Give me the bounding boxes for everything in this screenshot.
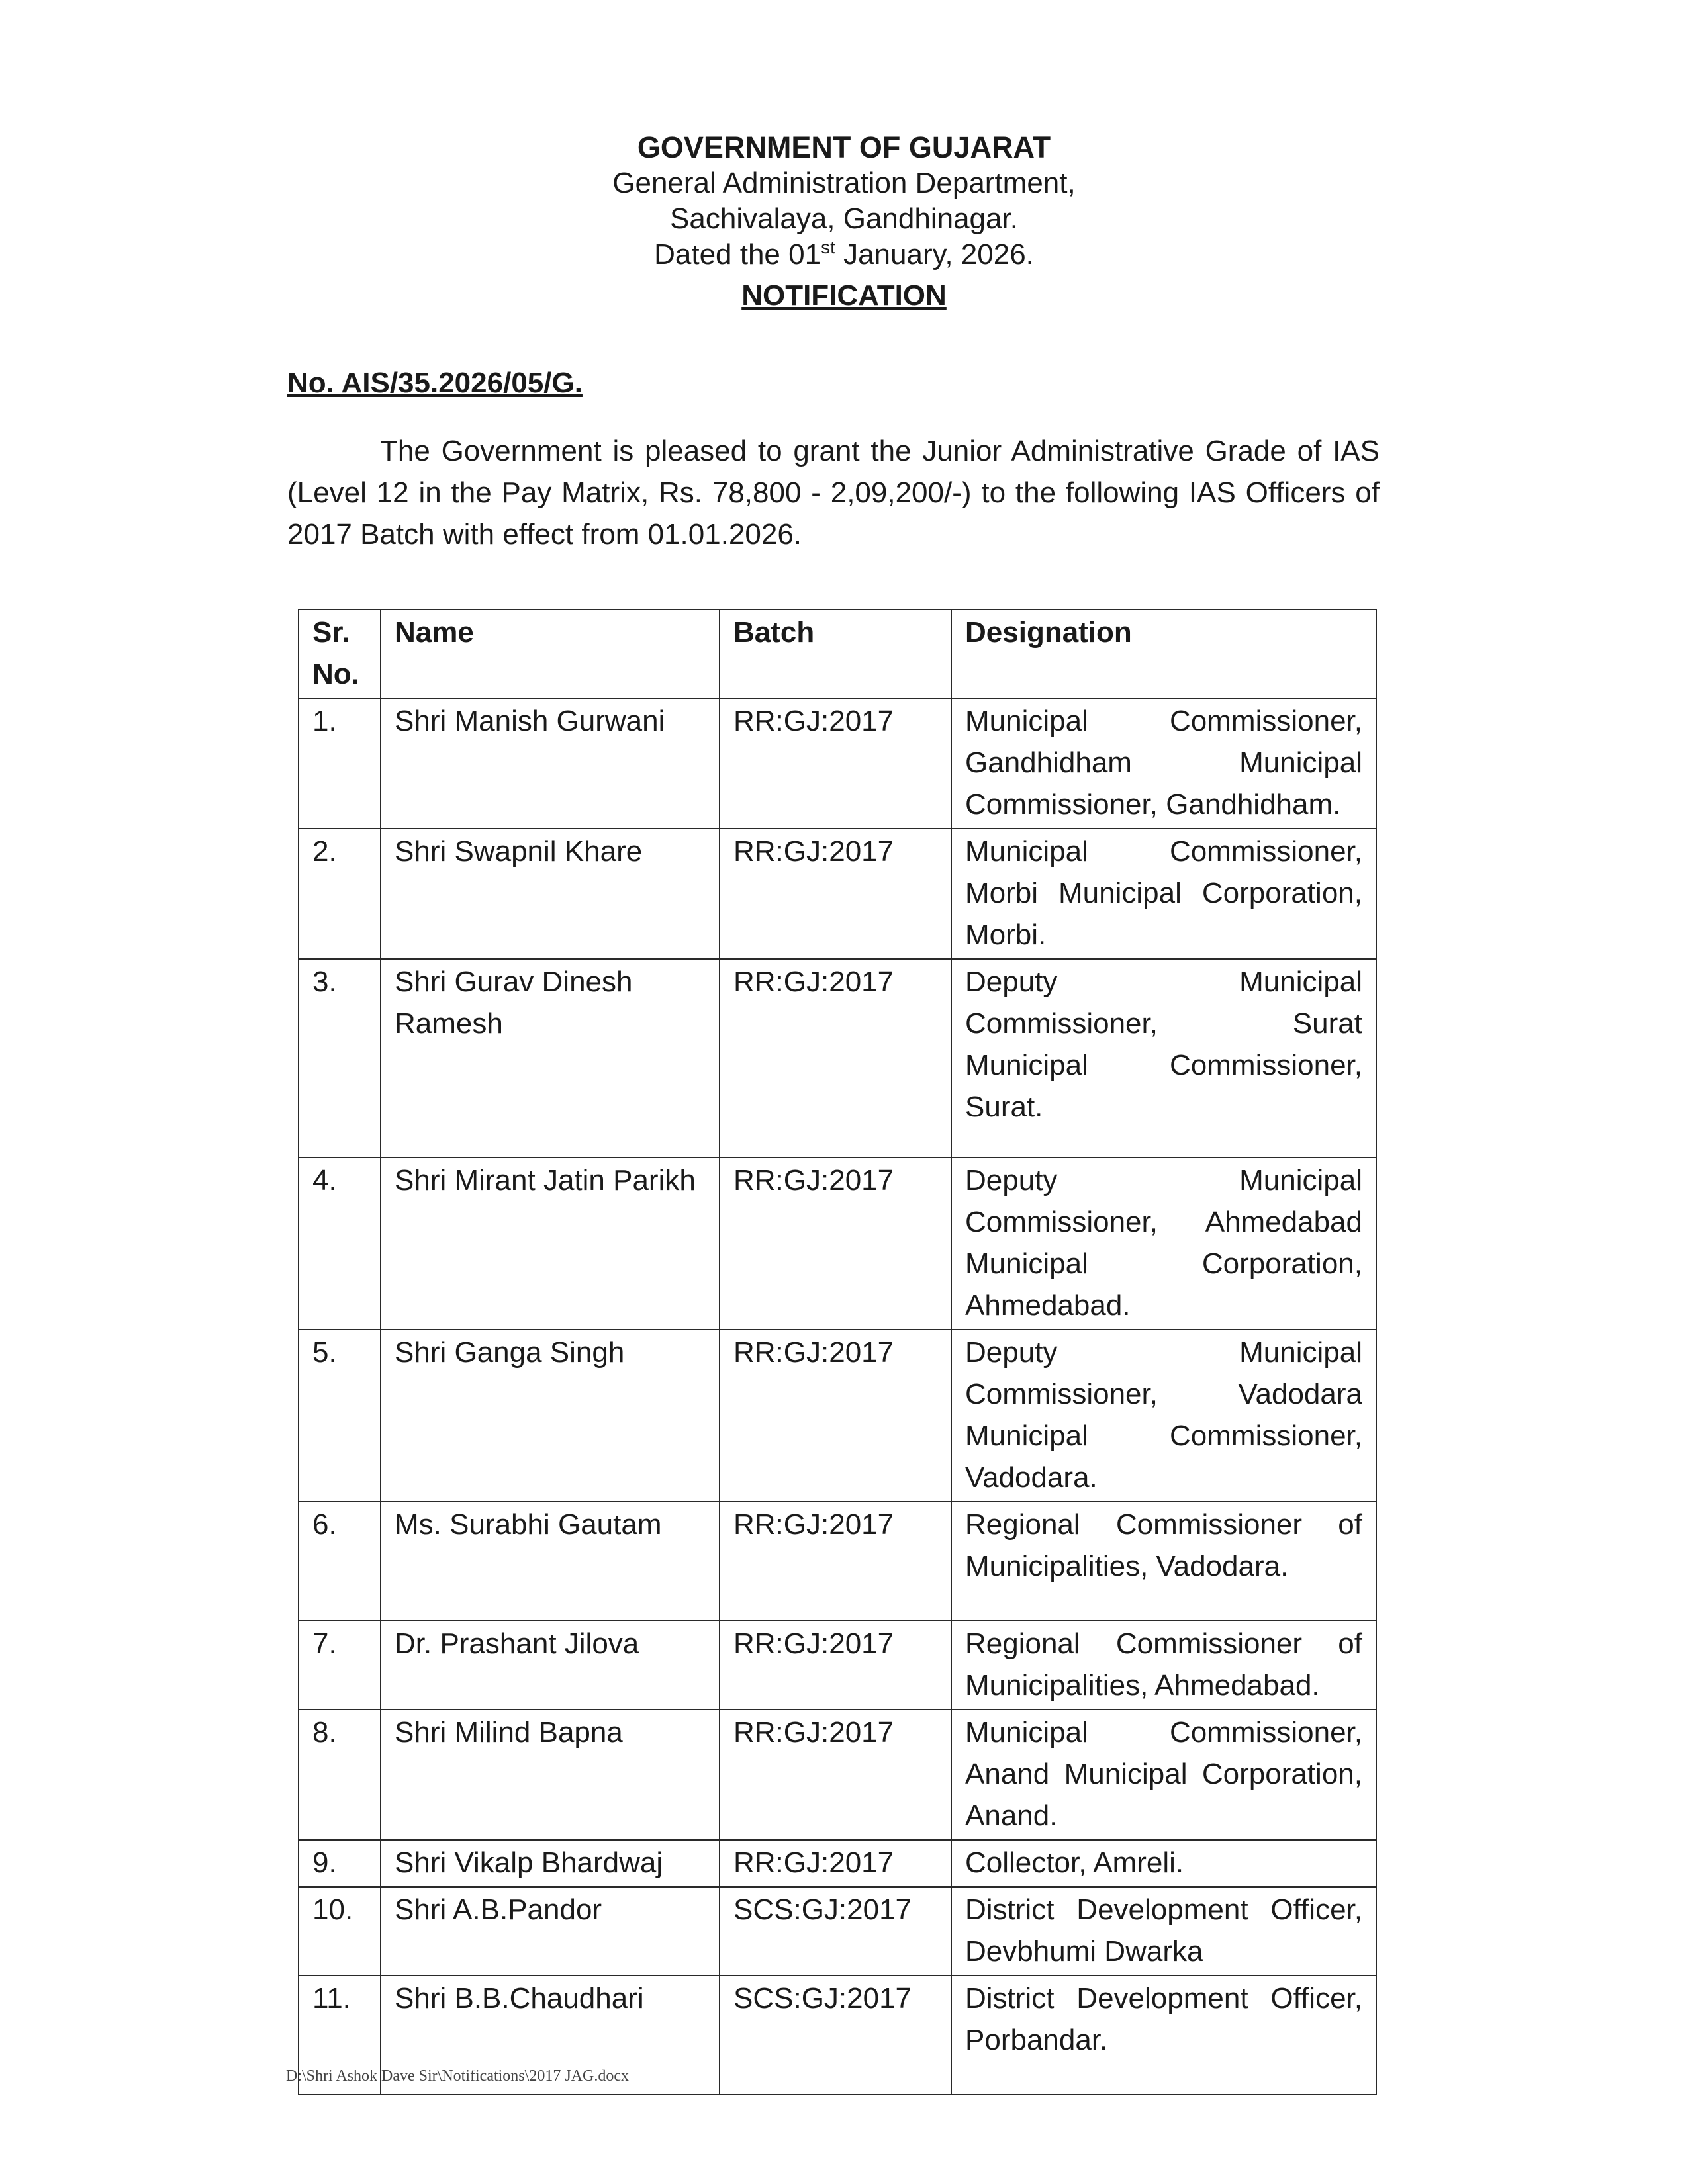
file-path-footer: D:\Shri Ashok Dave Sir\Notifications\2017 JAG.docx — [286, 2068, 629, 2085]
date-suffix: January, 2026. — [835, 238, 1034, 271]
cell-name: Shri Ganga Singh — [381, 1330, 720, 1502]
header-batch: Batch — [720, 610, 951, 698]
cell-batch: RR:GJ:2017 — [720, 698, 951, 829]
header-sr-label: Sr. No. — [312, 616, 359, 690]
cell-sr-no: 9. — [299, 1840, 381, 1887]
government-name: GOVERNMENT OF GUJARAT — [637, 130, 1051, 164]
notification-title: NOTIFICATION — [741, 279, 947, 312]
table-row — [299, 959, 1376, 1158]
cell-batch: SCS:GJ:2017 — [720, 1976, 951, 2095]
header-name: Name — [381, 610, 720, 698]
cell-sr-no: 3. — [299, 959, 381, 1158]
date-prefix: Dated the 01 — [654, 238, 821, 271]
document-date — [0, 237, 1688, 273]
cell-batch: RR:GJ:2017 — [720, 829, 951, 959]
cell-batch: RR:GJ:2017 — [720, 1158, 951, 1330]
cell-sr-no: 5. — [299, 1330, 381, 1502]
cell-designation: District Development Officer, Porbandar. — [951, 1976, 1376, 2095]
order-number: No. AIS/35.2026/05/G. — [287, 367, 583, 399]
cell-sr-no: 1. — [299, 698, 381, 829]
table-row — [299, 698, 1376, 829]
cell-batch: RR:GJ:2017 — [720, 1621, 951, 1709]
cell-name: Shri Milind Bapna — [381, 1709, 720, 1840]
cell-designation: Municipal Commissioner, Gandhidham Municipal Commissioner, Gandhidham. — [951, 698, 1376, 829]
cell-designation: Deputy Municipal Commissioner, Surat Municipal Commissioner, Surat. — [951, 959, 1376, 1158]
cell-batch: RR:GJ:2017 — [720, 1840, 951, 1887]
table-row — [299, 1330, 1376, 1502]
cell-designation: Deputy Municipal Commissioner, Ahmedabad Municipal Corporation, Ahmedabad. — [951, 1158, 1376, 1330]
table-row — [299, 1887, 1376, 1976]
cell-name: Shri B.B.Chaudhari — [381, 1976, 720, 2095]
cell-name: Shri Gurav Dinesh Ramesh — [381, 959, 720, 1158]
table-row — [299, 1709, 1376, 1840]
department-address: Sachivalaya, Gandhinagar. — [670, 203, 1018, 235]
document-header — [0, 130, 1688, 314]
cell-sr-no: 10. — [299, 1887, 381, 1976]
officers-table — [298, 609, 1377, 2095]
cell-sr-no: 2. — [299, 829, 381, 959]
officers-table-body — [299, 698, 1376, 2095]
cell-name: Shri Manish Gurwani — [381, 698, 720, 829]
header-designation: Designation — [951, 610, 1376, 698]
cell-name: Shri Mirant Jatin Parikh — [381, 1158, 720, 1330]
cell-sr-no: 4. — [299, 1158, 381, 1330]
table-header-row — [299, 610, 1376, 698]
cell-designation: Collector, Amreli. — [951, 1840, 1376, 1887]
cell-batch: RR:GJ:2017 — [720, 1709, 951, 1840]
cell-name: Shri Vikalp Bhardwaj — [381, 1840, 720, 1887]
cell-designation: Deputy Municipal Commissioner, Vadodara Municipal Commissioner, Vadodara. — [951, 1330, 1376, 1502]
cell-sr-no: 11. — [299, 1976, 381, 2095]
cell-sr-no: 7. — [299, 1621, 381, 1709]
department-name: General Administration Department, — [612, 167, 1076, 199]
cell-name: Shri A.B.Pandor — [381, 1887, 720, 1976]
header-sr-no — [299, 610, 381, 698]
cell-designation: Municipal Commissioner, Morbi Municipal Corporation, Morbi. — [951, 829, 1376, 959]
cell-designation: Regional Commissioner of Municipalities, Vadodara. — [951, 1502, 1376, 1621]
cell-batch: RR:GJ:2017 — [720, 1502, 951, 1621]
cell-designation: Municipal Commissioner, Anand Municipal Corporation, Anand. — [951, 1709, 1376, 1840]
cell-name: Ms. Surabhi Gautam — [381, 1502, 720, 1621]
table-row — [299, 829, 1376, 959]
table-row — [299, 1158, 1376, 1330]
cell-designation: Regional Commissioner of Municipalities, Ahmedabad. — [951, 1621, 1376, 1709]
cell-batch: RR:GJ:2017 — [720, 959, 951, 1158]
cell-batch: SCS:GJ:2017 — [720, 1887, 951, 1976]
cell-sr-no: 6. — [299, 1502, 381, 1621]
table-row — [299, 1502, 1376, 1621]
cell-sr-no: 8. — [299, 1709, 381, 1840]
cell-name: Shri Swapnil Khare — [381, 829, 720, 959]
notification-body: The Government is pleased to grant the Junior Administrative Grade of IAS (Level 12 in the Pay Matrix, Rs. 78,800 - 2,09,200/-) to the following IAS Officers of 2017 Batch with effect from 01.01.2026. — [287, 435, 1380, 551]
table-row — [299, 1621, 1376, 1709]
cell-name: Dr. Prashant Jilova — [381, 1621, 720, 1709]
date-ordinal: st — [821, 237, 835, 257]
cell-designation: District Development Officer, Devbhumi Dwarka — [951, 1887, 1376, 1976]
table-row — [299, 1840, 1376, 1887]
cell-batch: RR:GJ:2017 — [720, 1330, 951, 1502]
